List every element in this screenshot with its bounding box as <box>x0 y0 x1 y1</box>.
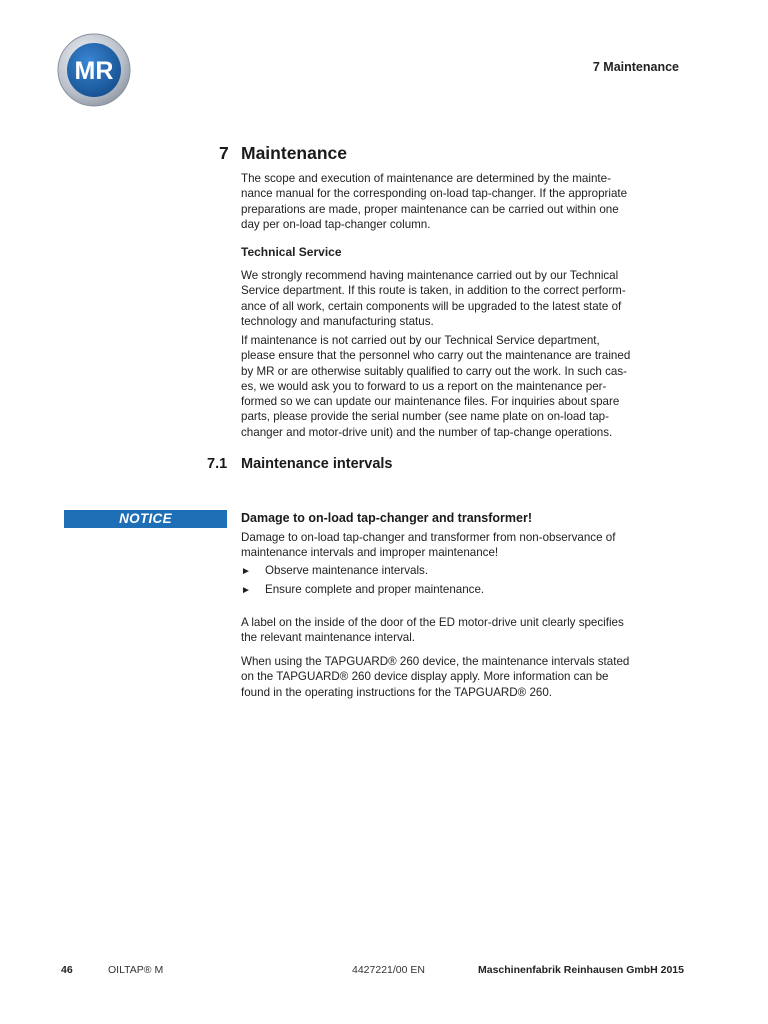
text-line: maintenance intervals and improper maintenance! <box>241 546 499 560</box>
logo-text: MR <box>74 57 114 85</box>
text-line: We strongly recommend having maintenance carried out by our Technical <box>241 269 619 282</box>
section-title: Maintenance intervals <box>241 456 393 472</box>
chapter-number: 7 <box>219 143 229 163</box>
tapguard-paragraph <box>241 654 681 700</box>
text-line: found in the operating instructions for the TAPGUARD® 260. <box>241 685 553 699</box>
notice-badge: NOTICE <box>64 510 227 528</box>
text-line: ance of all work, certain components will be upgraded to the latest state of <box>241 299 622 313</box>
text-line: please ensure that the personnel who carry out the maintenance are trained <box>241 349 631 363</box>
text-line: nance manual for the corresponding on-load tap-changer. If the appropriate <box>241 187 628 201</box>
text-line: day per on-load tap-changer column. <box>241 217 431 231</box>
notice-bullet-item <box>241 564 428 577</box>
text-line: formed so we can update our maintenance files. For inquiries about spare <box>241 395 620 409</box>
text-line: es, we would ask you to forward to us a report on the maintenance per- <box>241 379 607 393</box>
text-line: If maintenance is not carried out by our Technical Service department, <box>241 334 600 347</box>
footer-doc-number: 4427221/00 EN <box>352 964 425 976</box>
text-line: on the TAPGUARD® 260 device display apply. More information can be <box>241 670 609 684</box>
text-line: When using the TAPGUARD® 260 device, the maintenance intervals stated <box>241 655 630 668</box>
label-paragraph <box>241 615 681 646</box>
mr-logo <box>57 33 131 107</box>
technical-service-paragraph-2 <box>241 333 681 440</box>
technical-service-heading: Technical Service <box>241 245 342 259</box>
footer-product: OILTAP® M <box>108 964 164 976</box>
notice-bullet-item <box>241 583 484 596</box>
text-line: the relevant maintenance interval. <box>241 631 416 645</box>
bullet-text: Ensure complete and proper maintenance. <box>265 583 485 596</box>
text-line: Service department. If this route is taken, in addition to the correct perform- <box>241 284 626 298</box>
text-line: changer and motor-drive unit) and the number of tap-change operations. <box>241 425 613 439</box>
text-line: A label on the inside of the door of the ED motor-drive unit clearly specifies <box>241 616 624 629</box>
text-line: Damage to on-load tap-changer and transformer from non-observance of <box>241 531 616 544</box>
text-line: technology and manufacturing status. <box>241 314 434 328</box>
footer-company: Maschinenfabrik Reinhausen GmbH 2015 <box>478 964 684 976</box>
text-line: preparations are made, proper maintenance can be carried out within one <box>241 202 619 216</box>
chapter-intro-paragraph <box>241 171 681 232</box>
footer-page-number: 46 <box>61 964 73 976</box>
notice-title: Damage to on-load tap-changer and transformer! <box>241 511 533 525</box>
notice-text <box>241 530 681 561</box>
text-line: The scope and execution of maintenance are determined by the mainte- <box>241 172 611 185</box>
text-line: by MR or are otherwise suitably qualified to carry out the work. In such cas- <box>241 364 627 378</box>
chapter-title: Maintenance <box>241 143 347 163</box>
section-heading <box>207 456 393 472</box>
chapter-heading <box>219 143 347 164</box>
technical-service-paragraph-1 <box>241 268 681 329</box>
bullet-arrow-icon: ► <box>241 566 251 577</box>
text-line: parts, please provide the serial number (see name plate on on-load tap- <box>241 410 609 424</box>
running-head: 7 Maintenance <box>592 60 679 74</box>
section-number: 7.1 <box>207 456 228 472</box>
bullet-text: Observe maintenance intervals. <box>265 564 429 577</box>
bullet-arrow-icon: ► <box>241 585 251 596</box>
